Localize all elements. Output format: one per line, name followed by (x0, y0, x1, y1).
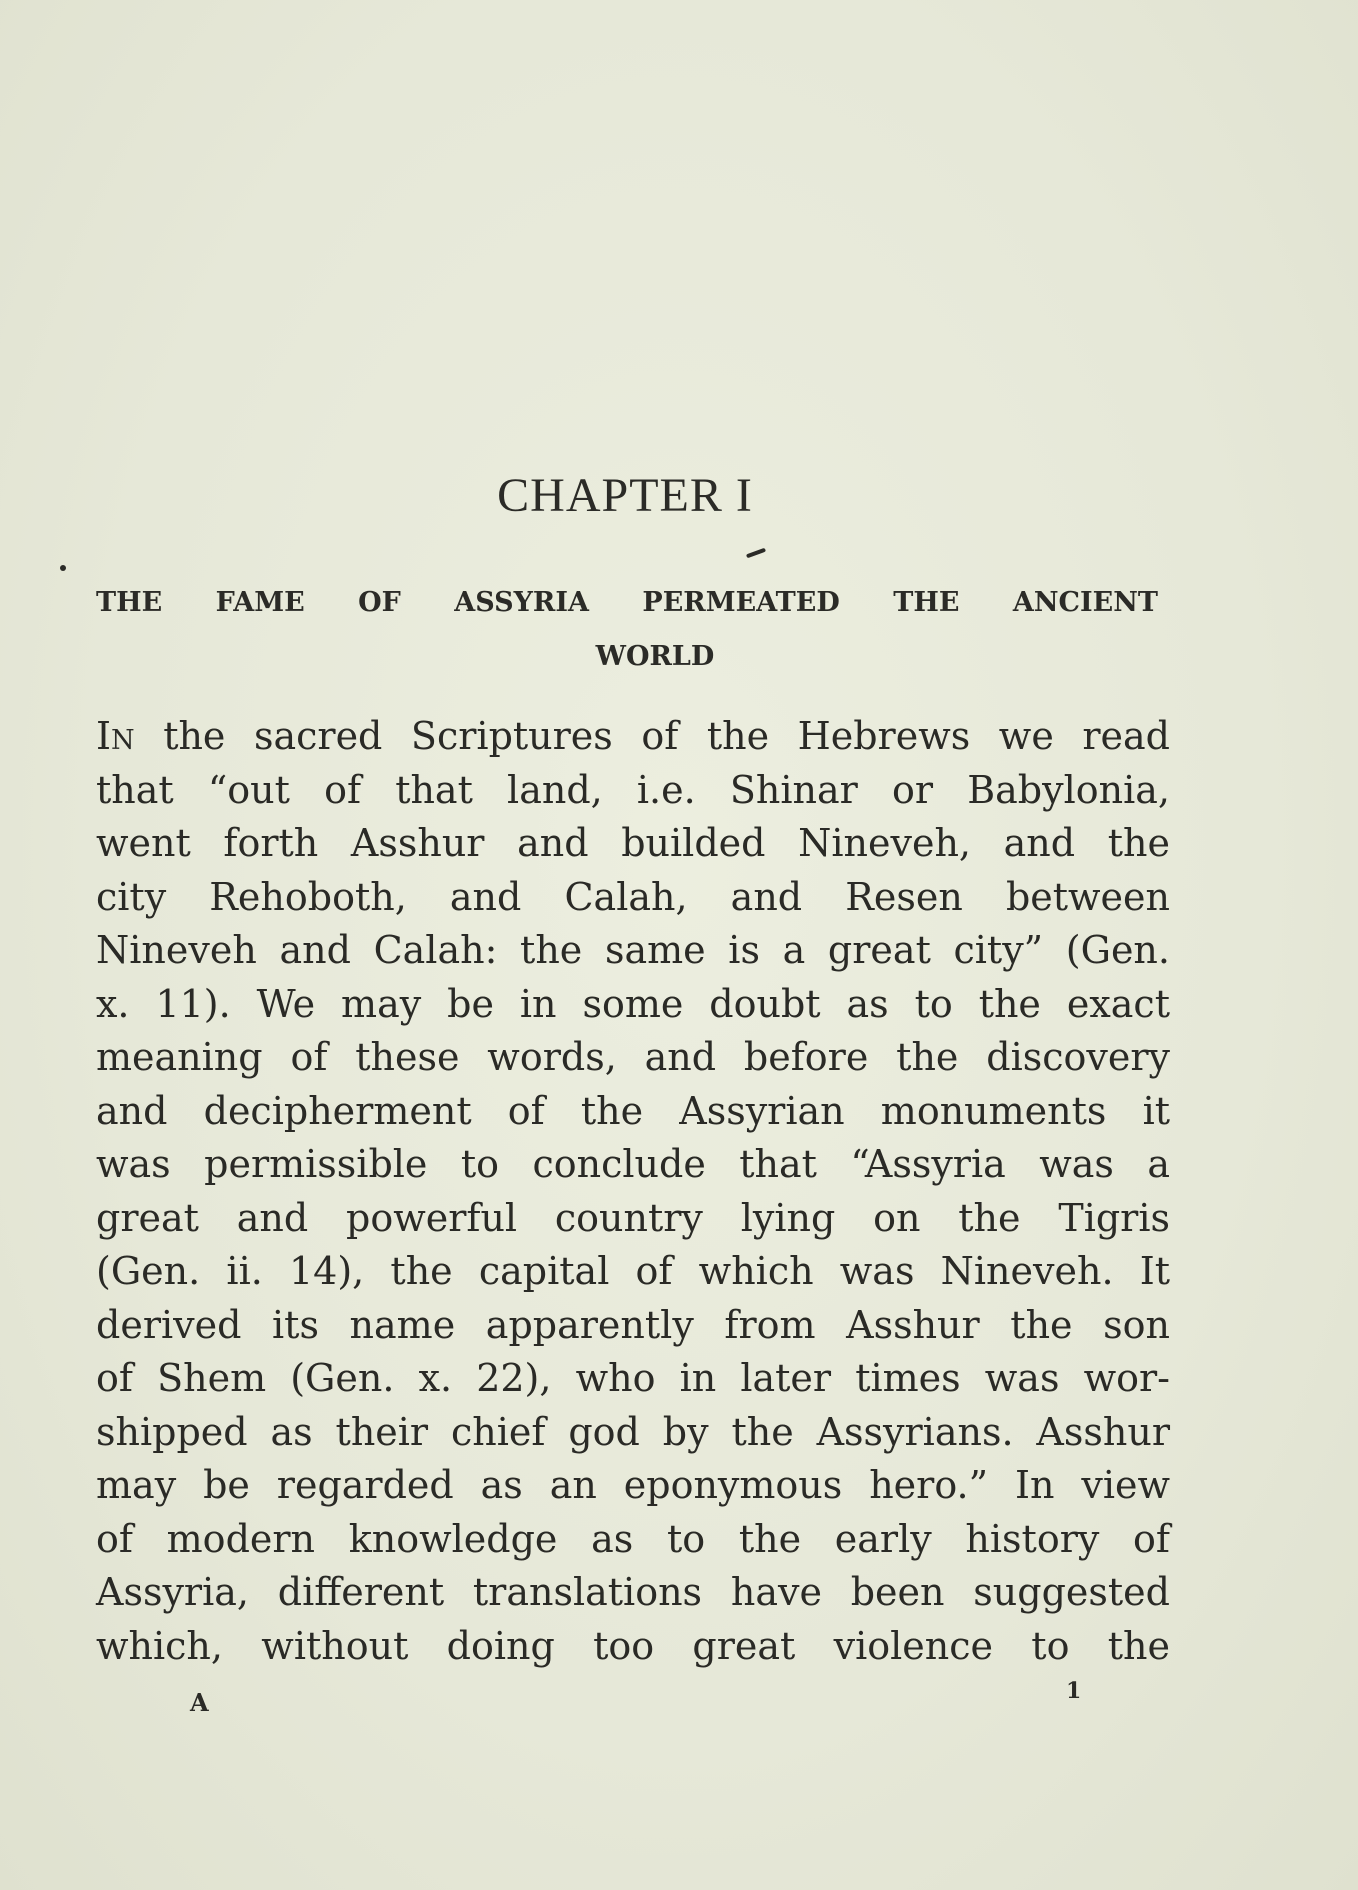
paragraph-line: derived its name apparently from Asshur the son (96, 1302, 1170, 1347)
paragraph-line: was permissible to conclude that “Assyria was a (96, 1142, 1170, 1186)
paragraph-line: great and powerful country lying on the Tigris (96, 1195, 1170, 1240)
paragraph-line: meaning of these words, and before the discovery (96, 1035, 1170, 1079)
paragraph-line: went forth Asshur and builded Nineveh, and the (96, 821, 1170, 865)
chapter-heading-line-1: THE FAME OF ASSYRIA PERMEATED THE ANCIENT (96, 587, 1158, 618)
paragraph-line: may be regarded as an eponymous hero.” In view (96, 1463, 1170, 1507)
paragraph-line: shipped as their chief god by the Assyrians. Asshur (96, 1409, 1170, 1454)
paragraph-line: of modern knowledge as to the early history of (96, 1516, 1170, 1561)
opening-word: In (96, 714, 135, 758)
signature-mark: A (190, 1688, 209, 1717)
page-number: 1 (1066, 1678, 1082, 1704)
paragraph-line: of Shem (Gen. x. 22), who in later times was wor- (96, 1356, 1170, 1400)
paragraph-line: x. 11). We may be in some doubt as to the exact (96, 981, 1170, 1026)
ink-speck (60, 565, 66, 571)
paragraph-line: Nineveh and Calah: the same is a great city” (Gen. (96, 928, 1170, 972)
chapter-heading (96, 576, 1158, 684)
paragraph-line: Assyria, different translations have been suggested (96, 1570, 1170, 1614)
paragraph-line: and decipherment of the Assyrian monuments it (96, 1088, 1170, 1133)
body-paragraph (96, 710, 1170, 1673)
paragraph-line-text: the sacred Scriptures of the Hebrews we read (134, 714, 1170, 758)
paragraph-line (96, 710, 1170, 764)
paragraph-line: which, without doing too great violence to the (96, 1623, 1170, 1668)
chapter-heading-line-2: WORLD (595, 641, 715, 672)
chapter-title: CHAPTER I (497, 469, 753, 522)
paragraph-line: city Rehoboth, and Calah, and Resen between (96, 874, 1170, 919)
ink-mark (746, 548, 766, 559)
paragraph-line: that “out of that land, i.e. Shinar or Babylonia, (96, 767, 1170, 812)
paragraph-line: (Gen. ii. 14), the capital of which was Nineveh. It (96, 1249, 1170, 1293)
